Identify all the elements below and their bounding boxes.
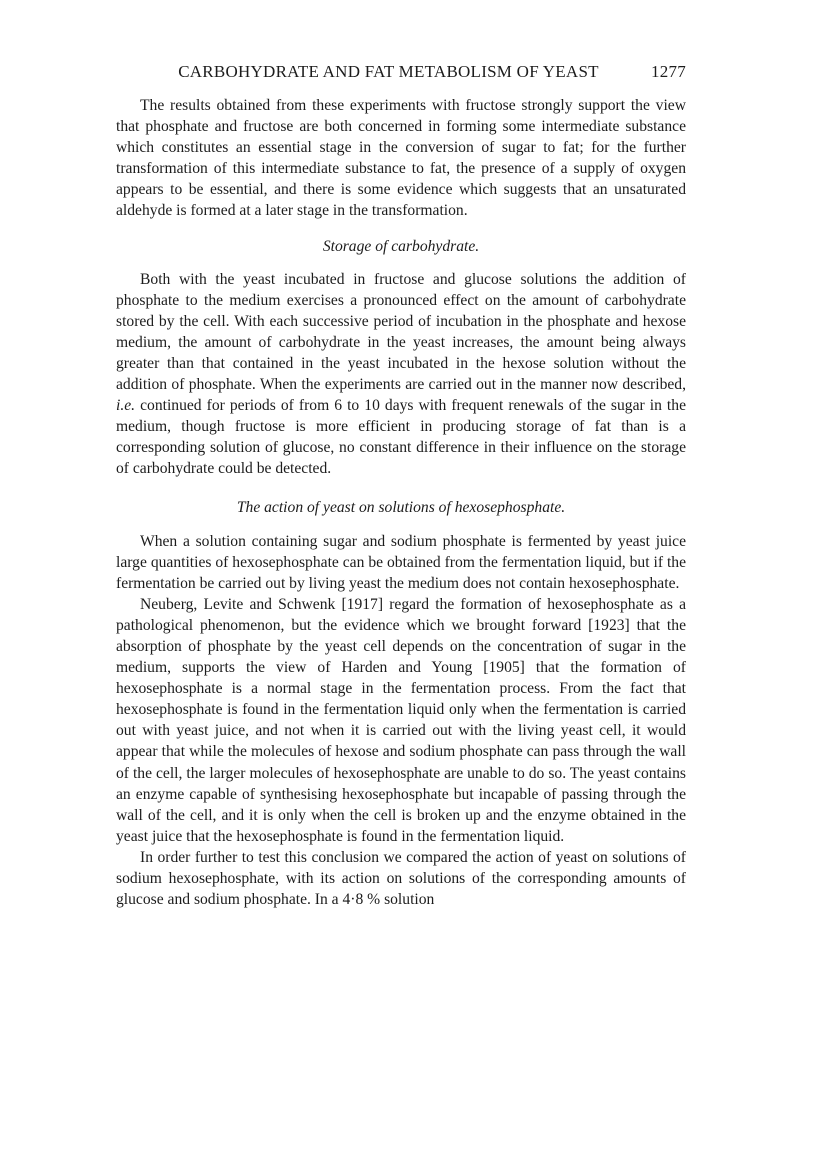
paragraph-neuberg-levite-schwenk: Neuberg, Levite and Schwenk [1917] regard the formation of hexosephosphate as a pathological phenomenon, but the evidence which we brought forward [1923] that the absorption of phosphate by the yeast cell depends on the concentration of sugar in the medium, supports the view of Harden and Young [1905] that the formation of hexosephosphate is a normal stage in the fermentation process. From the fact that hexosephosphate is found in the fermentation liquid only when the fermentation is carried out with yeast juice, and not when it is carried out with the living yeast cell, it would appear that while the molecules of hexose and sodium phosphate can pass through the wall of the cell, the larger molecules of hexosephosphate are unable to do so. The yeast contains an enzyme capable of synthesising hexosephosphate but incapable of passing through the wall of the cell, and it is only when the cell is broken up and the enzyme obtained in the yeast juice that the hexosephosphate is found in the fermentation liquid. [116,595,686,845]
paragraph-italic-ie: i.e. [116,397,136,415]
document-page [116,62,686,910]
running-head-title: CARBOHYDRATE AND FAT METABOLISM OF YEAST [178,62,599,81]
paragraph-yeast-juice-fermentation: When a solution containing sugar and sodium phosphate is fermented by yeast juice large quantities of hexosephosphate can be obtained from the fermentation liquid, but if the fermentation be carried out by living yeast the medium does not contain hexosephosphate. [116,532,686,592]
page-number: 1277 [651,62,686,81]
running-head [116,62,686,82]
section-heading-action-of-yeast: The action of yeast on solutions of hexosephosphate. [236,498,566,516]
paragraph-text: Both with the yeast incubated in fructose and glucose solutions the addition of phosphate to the medium exercises a pronounced effect on the amount of carbohydrate stored by the cell. With each successive period of incubation in the phosphate and hexose medium, the amount of carbohydrate in the yeast increases, the amount being always greater than that contained in the yeast incubated in the hexose solution without the addition of phosphate. When the experiments are carried out in the manner now described, [116,270,686,394]
section-heading-storage-of-carbohydrate: Storage of carbohydrate. [322,237,480,255]
paragraph-further-test: In order further to test this conclusion we compared the action of yeast on solutions of sodium hexosephosphate, with its action on solutions of the corresponding amounts of glucose and sodium phosphate. In a 4·8 % solution [116,848,686,909]
paragraph-text: continued for periods of from 6 to 10 days with frequent renewals of the sugar in the medium, though fructose is more efficient in producing storage of fat than is a corresponding solution of glucose, no constant difference in their influence on the storage of carbohydrate could be detected. [116,397,686,478]
paragraph-conclusion-fructose: The results obtained from these experiments with fructose strongly support the view that phosphate and fructose are both concerned in forming some intermediate substance which constitutes an essential stage in the conversion of sugar to fat; for the further transformation of this intermediate substance to fat, the presence of a supply of oxygen appears to be essential, and there is some evidence which suggests that an unsaturated aldehyde is formed at a later stage in the transformation. [116,97,686,220]
paragraph-carbohydrate-storage [116,269,686,480]
